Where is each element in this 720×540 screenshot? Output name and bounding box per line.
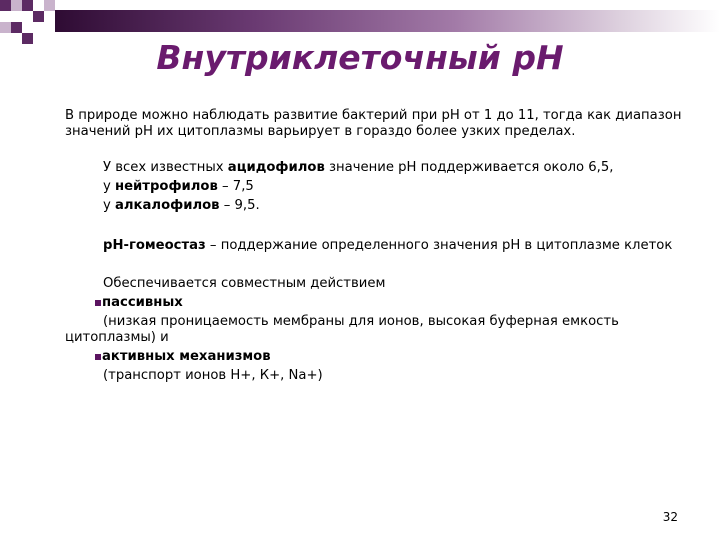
bullet-icon xyxy=(95,354,101,360)
term-neutrophiles: нейтрофилов xyxy=(115,179,218,194)
slide-title: Внутриклеточный рН xyxy=(156,38,564,77)
bullet-active xyxy=(65,349,685,365)
text-span: у xyxy=(103,179,115,194)
term-alkalophiles: алкалофилов xyxy=(115,198,220,213)
bullet-active-label: активных механизмов xyxy=(102,349,271,364)
text-span: – поддержание определенного значения рН в цитоплазме клеток xyxy=(205,238,673,253)
deco-square xyxy=(11,22,22,33)
acidophiles-line xyxy=(65,160,685,176)
slide-content xyxy=(65,108,685,384)
page-number: 32 xyxy=(662,510,678,524)
text-span: – 9,5. xyxy=(219,198,260,213)
bullet-passive-label: пассивных xyxy=(102,295,183,310)
provided-line: Обеспечивается совместным действием xyxy=(103,276,386,291)
text-span: У всех известных xyxy=(103,160,228,175)
text-span: у xyxy=(103,198,115,213)
deco-square xyxy=(44,0,55,11)
text-span: – 7,5 xyxy=(217,179,254,194)
bullet-passive xyxy=(65,295,685,311)
term-homeostasis: рН-гомеостаз xyxy=(103,238,206,253)
term-acidophiles: ацидофилов xyxy=(227,160,325,175)
deco-square xyxy=(11,0,22,11)
intro-paragraph: В природе можно наблюдать развитие бактерий при рН от 1 до 11, тогда как диапазон значений рН их цитоплазмы варьирует в гораздо более узких пределах. xyxy=(65,108,682,139)
alkalophiles-line xyxy=(65,198,685,214)
deco-square xyxy=(0,22,11,33)
bullet-active-desc: (транспорт ионов Н+, К+, Na+) xyxy=(103,368,323,383)
neutrophiles-line xyxy=(65,179,685,195)
deco-square xyxy=(0,0,11,11)
deco-square xyxy=(22,0,33,11)
header-gradient-bar xyxy=(55,10,720,32)
text-span: значение рН поддерживается около 6,5, xyxy=(324,160,614,175)
deco-square xyxy=(33,11,44,22)
homeostasis-paragraph xyxy=(65,238,685,254)
bullet-passive-desc: (низкая проницаемость мембраны для ионов, высокая буферная емкость цитоплазмы) и xyxy=(65,314,619,345)
bullet-icon xyxy=(95,300,101,306)
